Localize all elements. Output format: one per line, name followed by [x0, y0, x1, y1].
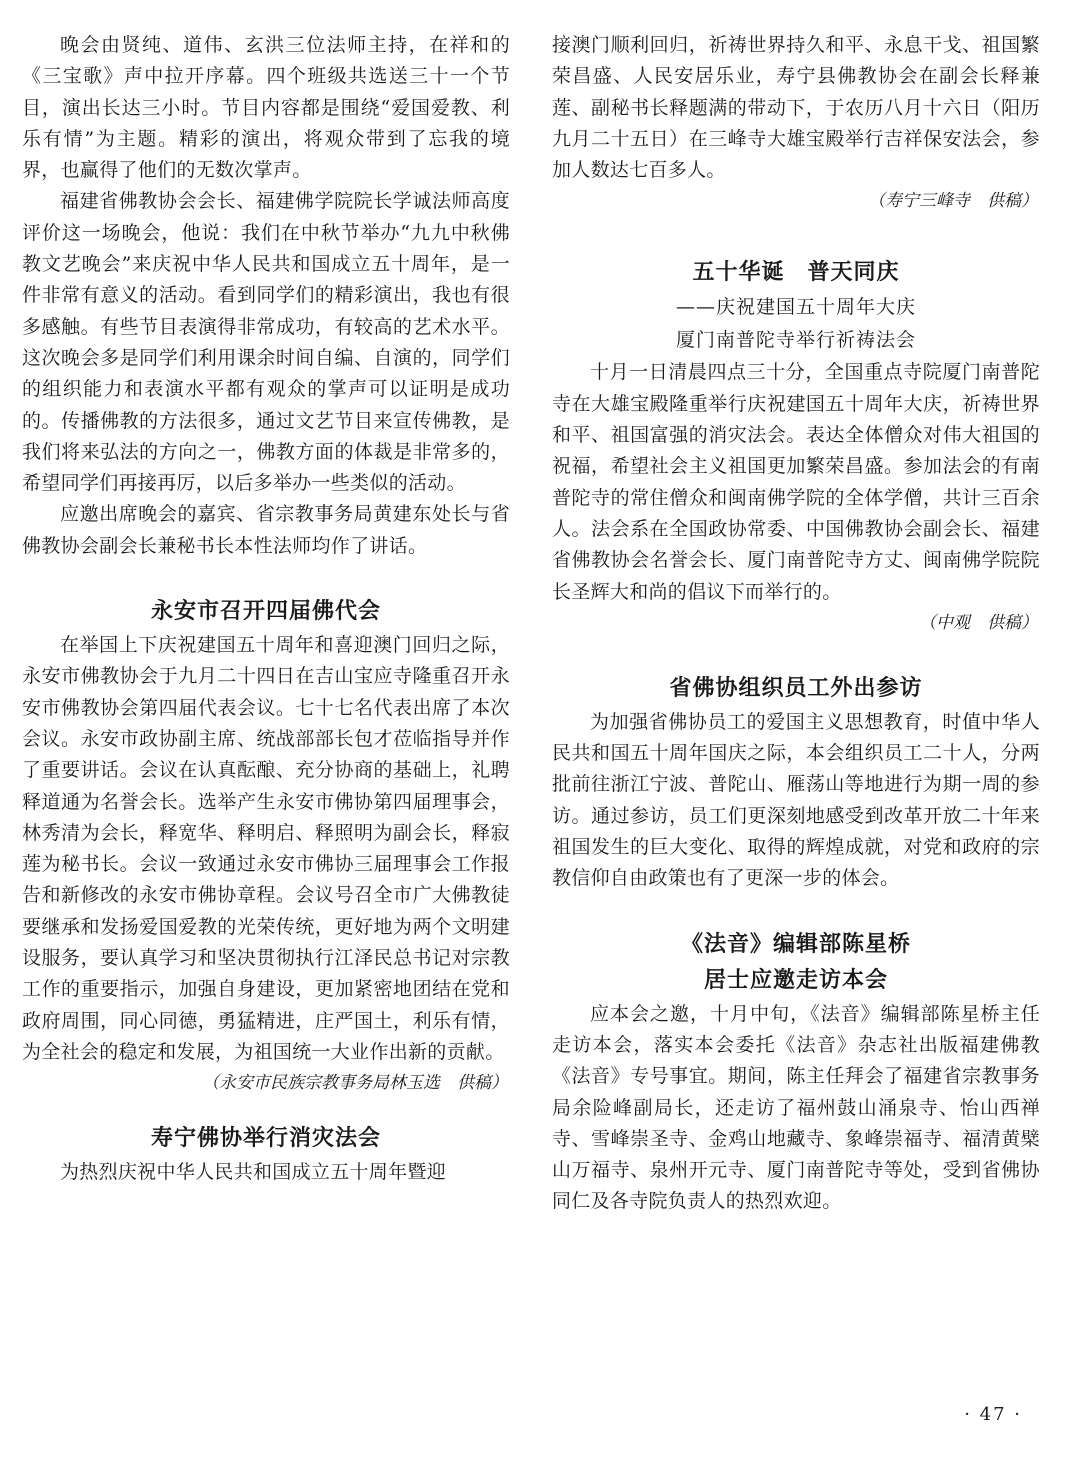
subtitle-xiamen-2: 厦门南普陀寺举行祈祷法会	[675, 329, 916, 352]
paragraph-evening-hosts: 晚会由贤纯、道伟、玄洪三位法师主持，在祥和的《三宝歌》声中拉开序幕。四个班级共选送三十一个节目，演出长达三小时。节目内容都是围绕“爱国爱教、利乐有情”为主题。精彩的演出，将观众带到了忘我的境界，也赢得了他们的无数次掌声。	[22, 34, 510, 182]
right-column	[552, 30, 1040, 1218]
credit-yongan: （永安市民族宗教事务局林玉选 供稿）	[202, 1073, 508, 1094]
paragraph-xiamen-body: 十月一日清晨四点三十分，全国重点寺院厦门南普陀寺在大雄宝殿隆重举行庆祝建国五十周年大庆，祈祷世界和平、祖国富强的消灾法会。表达全体僧众对伟大祖国的祝福，希望社会主义祖国更加繁荣昌盛。参加法会的有南普陀寺的常住僧众和闽南佛学院的全体学僧，共计三百余人。法会系在全国政协常委、中国佛教协会副会长、福建省佛教协会名誉会长、厦门南普陀寺方丈、闽南佛学院院长圣辉大和尚的倡议下而举行的。	[552, 361, 1040, 603]
paragraph-shouning-start: 为热烈庆祝中华人民共和国成立五十周年暨迎	[60, 1161, 447, 1184]
paragraph-shouning-continued: 接澳门顺利回归，祈祷世界持久和平、永息干戈、祖国繁荣昌盛、人民安居乐业，寿宁县佛教协会在副会长释兼莲、副秘书长释题满的带动下，于农历八月十六日（阳历九月二十五日）在三峰寺大雄宝殿举行吉祥保安法会，参加人数达七百多人。	[552, 34, 1040, 182]
heading-yongan: 永安市召开四届佛代会	[150, 599, 381, 625]
heading-staff-visit: 省佛协组织员工外出参访	[669, 675, 923, 701]
credit-shouning: （寿宁三峰寺 供稿）	[868, 191, 1038, 212]
paragraph-staff-visit-body: 为加强省佛协员工的爱国主义思想教育，时值中华人民共和国五十周年国庆之际，本会组织员工二十人，分两批前往浙江宁波、普陀山、雁荡山等地进行为期一周的参访。通过参访，员工们更深刻地感受到改革开放二十年来祖国发生的巨大变化、取得的辉煌成就，对党和政府的宗教信仰自由政策也有了更深一步的体会。	[552, 710, 1040, 890]
heading-xiamen: 五十华诞 普天同庆	[692, 260, 900, 286]
credit-xiamen: （中观 供稿）	[919, 612, 1038, 633]
left-column	[22, 30, 510, 1189]
paragraph-guests: 应邀出席晚会的嘉宾、省宗教事务局黄建东处长与省佛教协会副会长兼秘书长本性法师均作了讲话。	[22, 503, 510, 557]
paragraph-xuecheng-comment: 福建省佛教协会会长、福建佛学院院长学诚法师高度评价这一场晚会，他说：我们在中秋节举办“九九中秋佛教文艺晚会”来庆祝中华人民共和国成立五十周年，是一件非常有意义的活动。看到同学们的精彩演出，我也有很多感触。有些节目表演得非常成功，有较高的艺术水平。这次晚会多是同学们利用课余时间自编、自演的，同学们的组织能力和表演水平都有观众的掌声可以证明是成功的。传播佛教的方法很多，通过文艺节目来宣传佛教，是我们将来弘法的方向之一，佛教方面的体裁是非常多的，希望同学们再接再厉，以后多举办一些类似的活动。	[22, 190, 510, 495]
heading-fayin-line2: 居士应邀走访本会	[703, 967, 888, 993]
page-number: · 47 ·	[964, 1404, 1022, 1425]
heading-fayin-line1: 《法音》编辑部陈星桥	[680, 931, 911, 957]
subtitle-xiamen-1: ——庆祝建国五十周年大庆	[675, 296, 916, 319]
paragraph-yongan-body: 在举国上下庆祝建国五十周年和喜迎澳门回归之际，永安市佛教协会于九月二十四日在吉山宝应寺隆重召开永安市佛教协会第四届代表会议。七十七名代表出席了本次会议。永安市政协副主席、统战部部长包才莅临指导并作了重要讲话。会议在认真酝酿、充分协商的基础上，礼聘释道通为名誉会长。选举产生永安市佛协第四届理事会，林秀清为会长，释宽华、释明启、释照明为副会长，释寂莲为秘书长。会议一致通过永安市佛协三届理事会工作报告和新修改的永安市佛协章程。会议号召全市广大佛教徒要继承和发扬爱国爱教的光荣传统，更好地为两个文明建设服务，要认真学习和坚决贯彻执行江泽民总书记对宗教工作的重要指示，加强自身建设，更加紧密地团结在党和政府周围，同心同德，勇猛精进，庄严国土，利乐有情，为全社会的稳定和发展，为祖国统一大业作出新的贡献。	[22, 634, 510, 1063]
paragraph-fayin-body: 应本会之邀，十月中旬，《法音》编辑部陈星桥主任走访本会，落实本会委托《法音》杂志社出版福建佛教《法音》专号事宜。期间，陈主任拜会了福建省宗教事务局余险峰副局长，还走访了福州鼓山涌泉寺、怡山西禅寺、雪峰崇圣寺、金鸡山地藏寺、象峰崇福寺、福清黄檗山万福寺、泉州开元寺、厦门南普陀寺等处，受到省佛协同仁及各寺院负责人的热烈欢迎。	[552, 1002, 1040, 1213]
heading-shouning: 寿宁佛协举行消灾法会	[150, 1126, 381, 1152]
